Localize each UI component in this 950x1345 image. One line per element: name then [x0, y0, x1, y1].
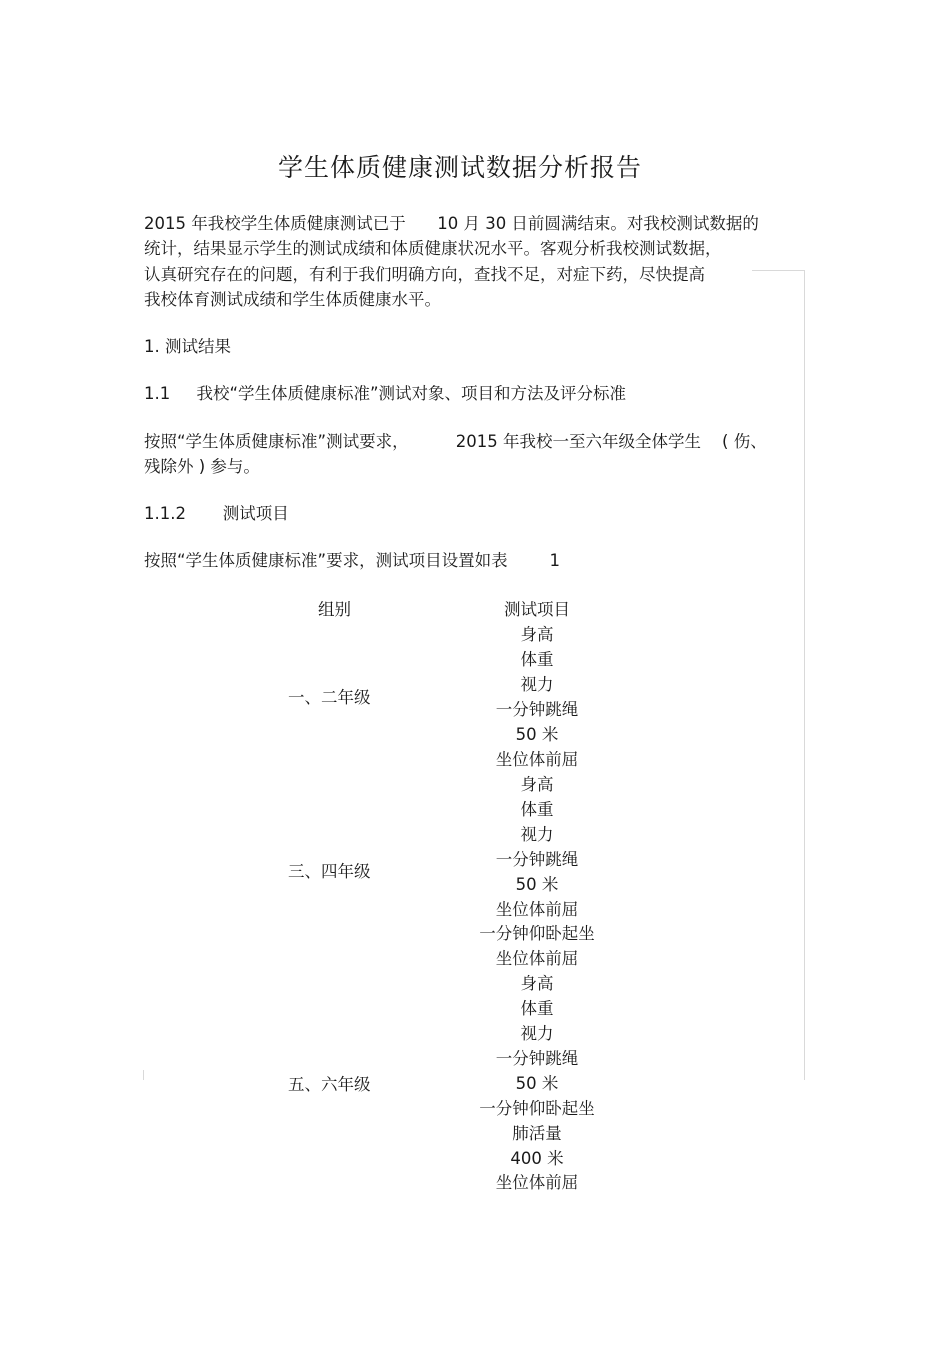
table-item: 身高: [520, 974, 554, 993]
section-heading-1-1-2: 1.1.2 测试项目: [144, 504, 289, 523]
table-item: 视力: [520, 825, 554, 844]
table-item: 50 米: [515, 1074, 559, 1093]
table-item: 一分钟跳绳: [495, 1049, 579, 1068]
table-item: 50 米: [515, 725, 559, 744]
section-heading-1: 1. 测试结果: [144, 337, 231, 356]
table-header-group: 组别: [318, 600, 351, 619]
table-item: 坐位体前屈: [495, 750, 579, 769]
table-item: 体重: [520, 650, 554, 669]
table-item: 肺活量: [512, 1124, 562, 1143]
table-item: 体重: [520, 800, 554, 819]
table-item: 一分钟跳绳: [495, 700, 579, 719]
table-header-items: 测试项目: [504, 600, 570, 619]
table-item: 身高: [520, 625, 554, 644]
document-title: 学生体质健康测试数据分析报告: [277, 153, 642, 182]
table-item: 体重: [520, 999, 554, 1018]
table-item: 坐位体前屈: [495, 1173, 579, 1192]
intro-line-3: 认真研究存在的问题，有利于我们明确方向，查找不足，对症下药，尽快提高: [144, 265, 705, 284]
group-name: 五、六年级: [288, 1075, 371, 1094]
intro-line-2: 统计，结果显示学生的测试成绩和体质健康状况水平。客观分析我校测试数据，: [144, 239, 722, 258]
table-item: 身高: [520, 775, 554, 794]
table-item: 50 米: [515, 875, 559, 894]
group-name: 一、二年级: [288, 688, 371, 707]
subjects-line-2: 残除外 ) 参与。: [144, 457, 260, 476]
items-intro: 按照“学生体质健康标准”要求，测试项目设置如表 1: [144, 551, 561, 570]
page-frame-right-edge: [804, 270, 805, 1080]
table-item: 一分钟跳绳: [495, 850, 579, 869]
table-item: 一分钟仰卧起坐: [479, 1099, 595, 1118]
subjects-line-1: 按照“学生体质健康标准”测试要求， 2015 年我校一至六年级全体学生 ( 伤、: [144, 432, 767, 451]
group-name: 三、四年级: [288, 862, 371, 881]
table-item: 一分钟仰卧起坐: [479, 924, 595, 943]
table-item: 400 米: [510, 1149, 564, 1168]
intro-line-1: 2015 年我校学生体质健康测试已于 10 月 30 日前圆满结束。对我校测试数据的: [144, 214, 759, 233]
table-item: 视力: [520, 1024, 554, 1043]
section-heading-1-1: 1.1 我校“学生体质健康标准”测试对象、项目和方法及评分标准: [144, 384, 627, 403]
page-frame-top-edge: [752, 270, 804, 271]
table-item: 坐位体前屈: [495, 900, 579, 919]
table-item: 视力: [520, 675, 554, 694]
page-frame-left-edge: [143, 1070, 144, 1080]
intro-line-4: 我校体育测试成绩和学生体质健康水平。: [144, 290, 441, 309]
table-item: 坐位体前屈: [495, 949, 579, 968]
